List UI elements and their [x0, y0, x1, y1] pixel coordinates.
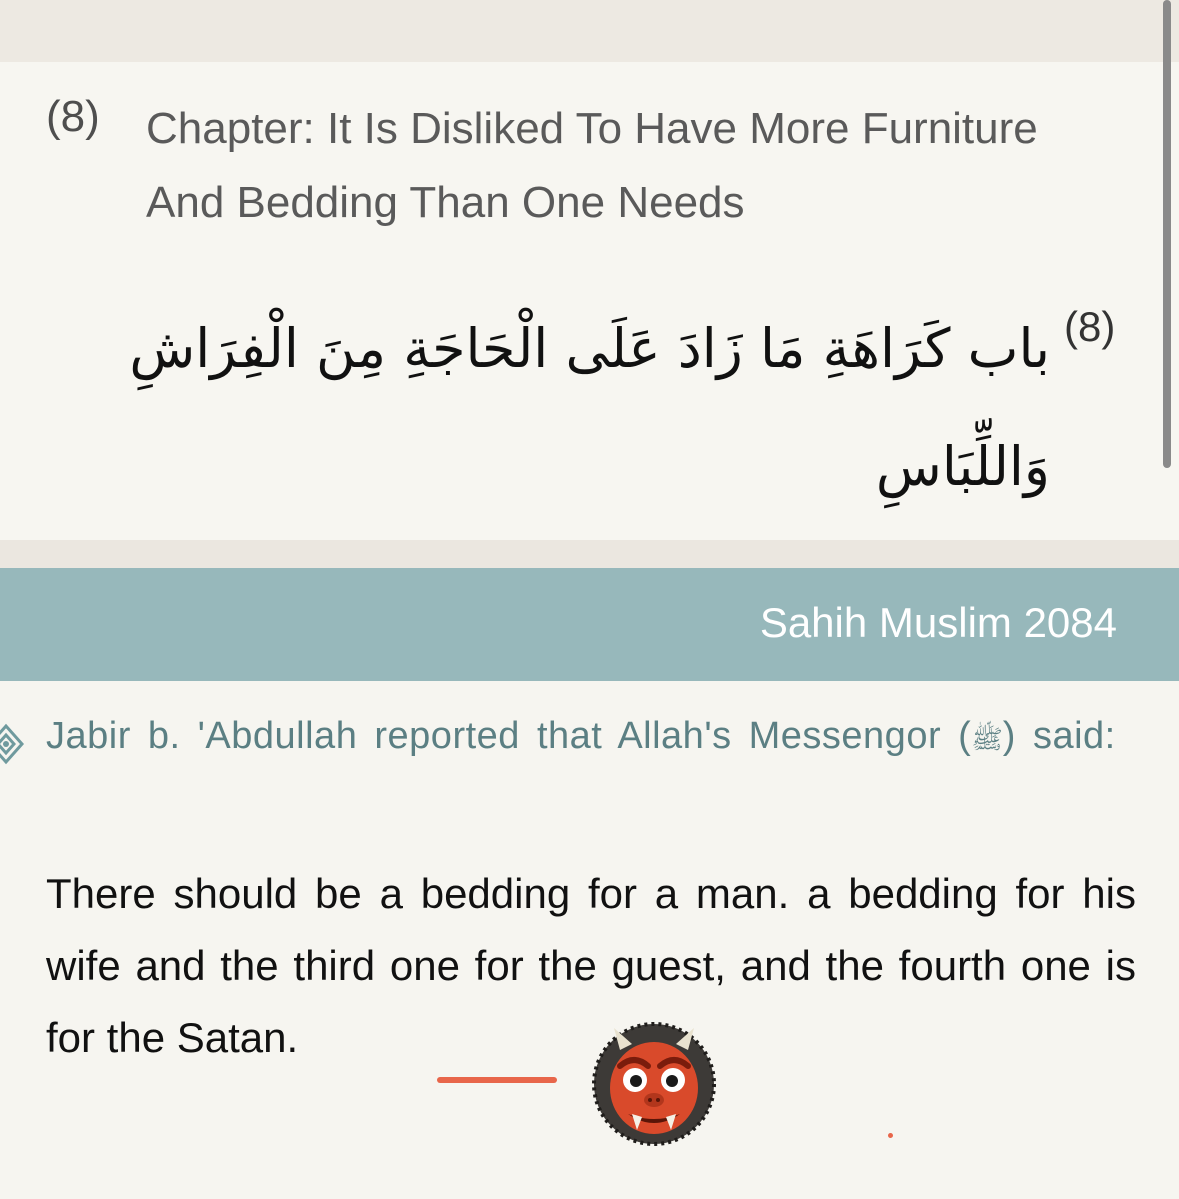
chapter-number-ar: (8): [1064, 303, 1116, 350]
salawat-glyph: ﷺ: [971, 725, 1003, 755]
hadith-text: There should be a bedding for a man. a bedding for his wife and the third one for the guest, and the fourth one is for the Satan.: [46, 870, 1136, 1061]
narrator-prefix: Jabir b. 'Abdullah reported that Allah's Messengor (: [46, 715, 972, 757]
scrollbar-thumb[interactable]: [1163, 0, 1171, 468]
highlight-underline: [437, 1077, 557, 1083]
hadith-reference[interactable]: Sahih Muslim 2084: [759, 599, 1117, 646]
narrator-suffix: ) said:: [1002, 715, 1116, 757]
section-divider: [0, 540, 1179, 568]
chapter-title-ar: باب كَرَاهَةِ مَا زَادَ عَلَى الْحَاجَةِ مِنَ الْفِرَاشِ وَاللِّبَاسِ: [129, 317, 1050, 498]
hadith-narrator: [46, 704, 1136, 772]
chapter-number-en: (8): [46, 92, 100, 141]
annotation-dot: [888, 1133, 893, 1138]
ornament-icon[interactable]: [0, 720, 26, 768]
ogre-emoji-icon: [590, 1020, 718, 1148]
chapter-title-en: Chapter: It Is Disliked To Have More Furniture And Bedding Than One Needs: [146, 104, 1038, 227]
top-strip: [0, 0, 1179, 62]
